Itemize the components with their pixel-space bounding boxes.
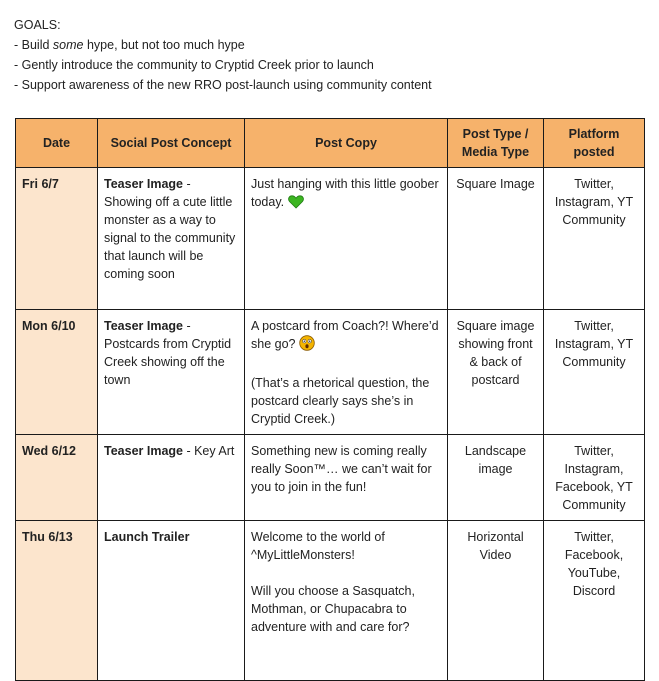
header-platform: Platform posted (544, 119, 645, 168)
goals-section (14, 15, 432, 95)
type-cell: Horizontal Video (448, 521, 544, 681)
goal-item: - Gently introduce the community to Cryptid Creek prior to launch (14, 58, 374, 72)
table-row (16, 435, 645, 521)
green-heart-icon (288, 195, 304, 214)
date-cell: Thu 6/13 (16, 521, 98, 681)
header-date: Date (16, 119, 98, 168)
copy-cell: A postcard from Coach?! Where’d she go? (That’s a rhetorical question, the postcard clearly says she’s in Cryptid Creek.) (245, 310, 448, 435)
social-post-schedule-table (15, 118, 645, 681)
goals-title: GOALS: (14, 18, 61, 32)
copy-cell: Welcome to the world of ^MyLittleMonsters! Will you choose a Sasquatch, Mothman, or Chupacabra to adventure with and care for? (245, 521, 448, 681)
copy-cell: Just hanging with this little goober today. (245, 168, 448, 310)
type-cell: Square Image (448, 168, 544, 310)
concept-cell: Teaser Image - Postcards from Cryptid Creek showing off the town (98, 310, 245, 435)
type-cell: Square image showing front & back of postcard (448, 310, 544, 435)
header-type: Post Type / Media Type (448, 119, 544, 168)
concept-cell: Teaser Image - Showing off a cute little monster as a way to signal to the community that launch will be coming soon (98, 168, 245, 310)
goal-item: - Build some hype, but not too much hype (14, 38, 245, 52)
platform-cell: Twitter, Instagram, Facebook, YT Community (544, 435, 645, 521)
type-cell: Landscape image (448, 435, 544, 521)
date-cell: Mon 6/10 (16, 310, 98, 435)
header-copy: Post Copy (245, 119, 448, 168)
platform-cell: Twitter, Instagram, YT Community (544, 310, 645, 435)
table-header-row (16, 119, 645, 168)
table-row (16, 310, 645, 435)
table-row (16, 168, 645, 310)
date-cell: Wed 6/12 (16, 435, 98, 521)
date-cell: Fri 6/7 (16, 168, 98, 310)
header-concept: Social Post Concept (98, 119, 245, 168)
astonished-face-icon (299, 335, 315, 356)
platform-cell: Twitter, Facebook, YouTube, Discord (544, 521, 645, 681)
concept-cell: Teaser Image - Key Art (98, 435, 245, 521)
platform-cell: Twitter, Instagram, YT Community (544, 168, 645, 310)
table-row (16, 521, 645, 681)
goal-item: - Support awareness of the new RRO post-launch using community content (14, 78, 432, 92)
concept-cell: Launch Trailer (98, 521, 245, 681)
copy-cell: Something new is coming really really Soon™… we can’t wait for you to join in the fun! (245, 435, 448, 521)
